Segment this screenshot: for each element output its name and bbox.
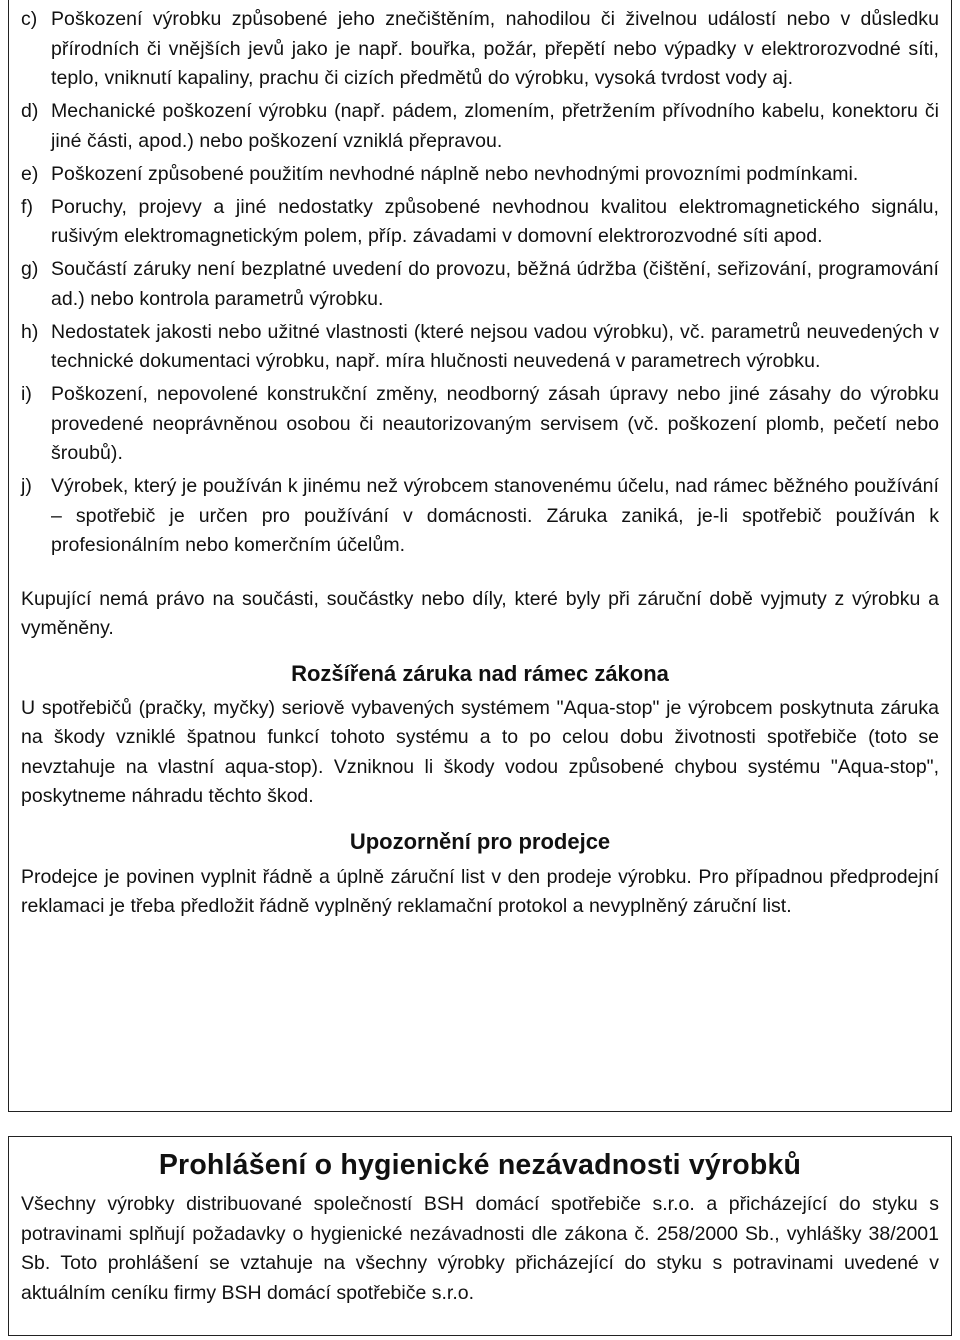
list-item-text: Poruchy, projevy a jiné nedostatky způsobené nevhodnou kvalitou elektromagnetického signálu, rušivým elektromagnetickým polem, příp. závadami v domovní elektrorozvodné síti apod. [51, 195, 939, 247]
list-item [21, 472, 939, 561]
list-item [21, 318, 939, 377]
list-item [21, 193, 939, 252]
list-item-letter: j) [21, 475, 32, 497]
list-item-text: Poškození způsobené použitím nevhodné náplně nebo nevhodnými provozními podmínkami. [51, 162, 859, 185]
seller-notice-text: Prodejce je povinen vyplnit řádně a úplně záruční list v den prodeje výrobku. Pro případnou předprodejní reklamaci je třeba předložit řádně vyplněný reklamační protokol a nevyplněný záruční list. [21, 865, 939, 917]
hygiene-declaration-box [8, 1136, 952, 1336]
buyer-note: Kupující nemá právo na součásti, součástky nebo díly, které byly při záruční době vyjmuty z výrobku a vyměněny. [21, 587, 939, 639]
list-item [21, 255, 939, 314]
list-item-text: Poškození výrobku způsobené jeho znečištěním, nahodilou či živelnou událostí nebo v důsledku přírodních či vnějších jevů jako je např. bouřka, požár, přepětí nebo výpadky v elektrorozvodné síti, teplo, vniknutí kapaliny, prachu či cizích předmětů do výrobku, vysoká tvrdost vody aj. [51, 8, 939, 89]
list-item-letter: f) [21, 195, 34, 218]
extended-warranty-text: U spotřebičů (pračky, myčky) seriově vybavených systémem "Aqua-stop" je výrobcem poskytnuta záruka na škody vzniklé špatnou funkcí tohoto systému a to po celou dobu životnosti spotřebiče (toto se nevztahuje na vlastní aqua-stop). Vzniknou li škody vodou způsobené chybou systému "Aqua-stop", poskytneme náhradu těchto škod. [21, 696, 939, 807]
list-item [21, 160, 939, 190]
list-item-letter: d) [21, 100, 39, 122]
list-item-letter: c) [21, 8, 38, 30]
list-item-text: Poškození, nepovolené konstrukční změny, neodborný zásah úpravy nebo jiné zásahy do výrobku provedené neoprávněnou osobou či neautorizovaným servisem (vč. poškození plomb, pečetí nebo šroubů). [51, 383, 939, 464]
list-item-text: Nedostatek jakosti nebo užitné vlastnosti (které nejsou vadou výrobku), vč. parametrů neuvedených v technické dokumentaci výrobku, např. míra hlučnosti neuvedená v parametrech výrobku. [51, 320, 939, 372]
list-item-letter: g) [21, 258, 39, 280]
list-item-text: Součástí záruky není bezplatné uvedení do provozu, běžná údržba (čištění, seřizování, programování ad.) nebo kontrola parametrů výrobku. [51, 258, 939, 310]
list-item-letter: e) [21, 162, 39, 185]
warranty-terms-box [8, 0, 952, 1112]
list-item-letter: h) [21, 320, 39, 343]
list-item [21, 5, 939, 94]
list-item-text: Mechanické poškození výrobku (např. pádem, zlomením, přetržením přívodního kabelu, konektoru či jiné části, apod.) nebo poškození vzniklá přepravou. [51, 100, 939, 152]
list-item [21, 97, 939, 156]
list-item-letter: i) [21, 383, 32, 405]
warranty-exclusions-list [21, 5, 939, 561]
hygiene-declaration-text: Všechny výrobky distribuované společností BSH domácí spotřebiče s.r.o. a přicházející do styku s potravinami splňují požadavky o hygienické nezávadnosti dle zákona č. 258/2000 Sb., vyhlášky 38/2001 Sb. Toto prohlášení se vztahuje na všechny výrobky přicházející do styku s potravinami uvedené v aktuálním ceníku firmy BSH domácí spotřebiče s.r.o. [21, 1193, 939, 1304]
seller-notice-heading: Upozornění pro prodejce [349, 828, 611, 854]
list-item [21, 380, 939, 469]
hygiene-declaration-heading: Prohlášení o hygienické nezávadnosti výrobků [158, 1149, 802, 1181]
list-item-text: Výrobek, který je používán k jinému než výrobcem stanovenému účelu, nad rámec běžného používání – spotřebič je určen pro používání v domácnosti. Záruka zaniká, je-li spotřebič používán k profesionálním nebo komerčním účelům. [51, 475, 939, 556]
extended-warranty-heading: Rozšířená záruka nad rámec zákona [291, 660, 669, 686]
